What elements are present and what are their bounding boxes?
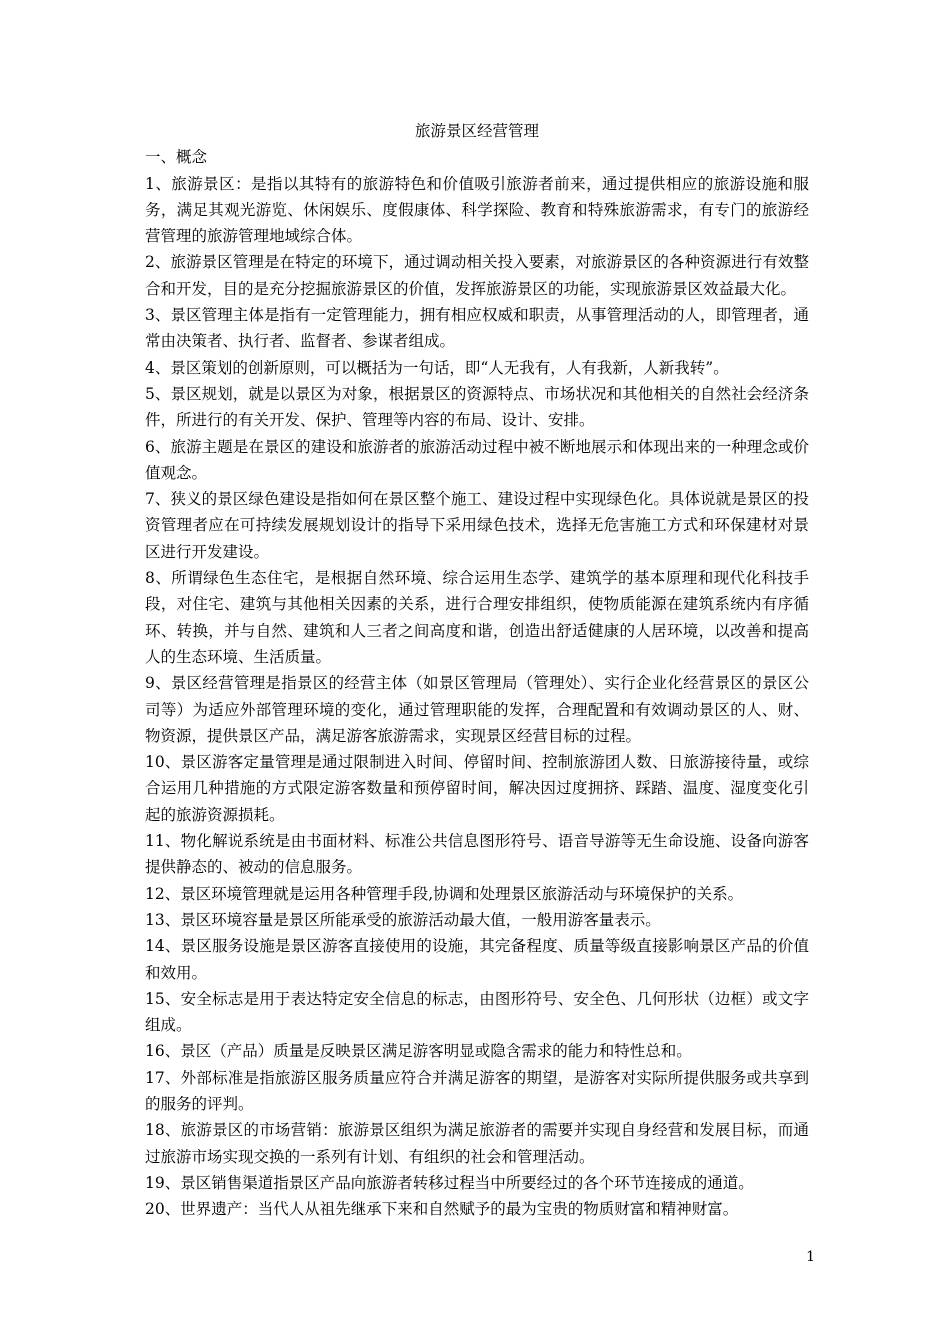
paragraph-9: 9、景区经营管理是指景区的经营主体（如景区管理局（管理处）、实行企业化经营景区的景区公司等）为适应外部管理环境的变化，通过管理职能的发挥，合理配置和有效调动景区的人、财、物资源，提供景区产品，满足游客旅游需求，实现景区经营目标的过程。 (145, 674, 809, 745)
document-body (145, 118, 809, 1222)
paragraph-17: 17、外部标准是指旅游区服务质量应符合并满足游客的期望，是游客对实际所提供服务或共享到的服务的评判。 (145, 1068, 809, 1113)
paragraph-19: 19、景区销售渠道指景区产品向旅游者转移过程当中所要经过的各个环节连接成的通道。 (145, 1173, 754, 1192)
paragraph-13: 13、景区环境容量是景区所能承受的旅游活动最大值，一般用游客量表示。 (145, 910, 661, 929)
paragraph-10: 10、景区游客定量管理是通过限制进入时间、停留时间、控制旅游团人数、日旅游接待量，或综合运用几种措施的方式限定游客数量和预停留时间，解决因过度拥挤、踩踏、温度、湿度变化引起的旅游资源损耗。 (145, 753, 809, 824)
paragraph-5: 5、景区规划，就是以景区为对象，根据景区的资源特点、市场状况和其他相关的自然社会经济条件，所进行的有关开发、保护、管理等内容的布局、设计、安排。 (145, 384, 809, 430)
paragraph-20: 20、世界遗产：当代人从祖先继承下来和自然赋予的最为宝贵的物质财富和精神财富。 (145, 1200, 739, 1219)
paragraph-16: 16、景区（产品）质量是反映景区满足游客明显或隐含需求的能力和特性总和。 (145, 1042, 692, 1061)
section-heading: 一、概念 (145, 148, 208, 167)
paragraph-15: 15、安全标志是用于表达特定安全信息的标志，由图形符号、安全色、几何形状（边框）或文字组成。 (145, 989, 809, 1035)
paragraph-2: 2、旅游景区管理是在特定的环境下，通过调动相关投入要素，对旅游景区的各种资源进行有效整合和开发，目的是充分挖掘旅游景区的价值，发挥旅游景区的功能，实现旅游景区效益最大化。 (145, 253, 809, 298)
paragraph-3: 3、景区管理主体是指有一定管理能力，拥有相应权威和职责，从事管理活动的人，即管理者，通常由决策者、执行者、监督者、参谋者组成。 (145, 306, 809, 351)
paragraph-8: 8、所谓绿色生态住宅，是根据自然环境、综合运用生态学、建筑学的基本原理和现代化科技手段，对住宅、建筑与其他相关因素的关系，进行合理安排组织，使物质能源在建筑系统内有序循环、转换，并与自然、建筑和人三者之间高度和谐，创造出舒适健康的人居环境，以改善和提高人的生态环境、生活质量。 (145, 569, 809, 666)
paragraph-12: 12、景区环境管理就是运用各种管理手段,协调和处理景区旅游活动与环境保护的关系。 (145, 884, 744, 903)
paragraph-6: 6、旅游主题是在景区的建设和旅游者的旅游活动过程中被不断地展示和体现出来的一种理念或价值观念。 (145, 437, 809, 482)
paragraph-1: 1、旅游景区：是指以其特有的旅游特色和价值吸引旅游者前来，通过提供相应的旅游设施和服务，满足其观光游览、休闲娱乐、度假康体、科学探险、教育和特殊旅游需求，有专门的旅游经营管理的旅游管理地域综合体。 (145, 174, 809, 246)
paragraph-11: 11、物化解说系统是由书面材料、标准公共信息图形符号、语音导游等无生命设施、设备向游客提供静态的、被动的信息服务。 (145, 832, 809, 877)
paragraph-7: 7、狭义的景区绿色建设是指如何在景区整个施工、建设过程中实现绿色化。具体说就是景区的投资管理者应在可持续发展规划设计的指导下采用绿色技术，选择无危害施工方式和环保建材对景区进行开发建设。 (145, 490, 809, 561)
paragraph-18: 18、旅游景区的市场营销：旅游景区组织为满足旅游者的需要并实现自身经营和发展目标，而通过旅游市场实现交换的一系列有计划、有组织的社会和管理活动。 (145, 1121, 809, 1166)
paragraph-14: 14、景区服务设施是景区游客直接使用的设施，其完备程度、质量等级直接影响景区产品的价值和效用。 (145, 937, 809, 982)
page-number: 1 (806, 1249, 815, 1265)
paragraph-4: 4、景区策划的创新原则，可以概括为一句话，即“人无我有，人有我新，人新我转”。 (145, 358, 729, 377)
document-title: 旅游景区经营管理 (414, 122, 539, 140)
